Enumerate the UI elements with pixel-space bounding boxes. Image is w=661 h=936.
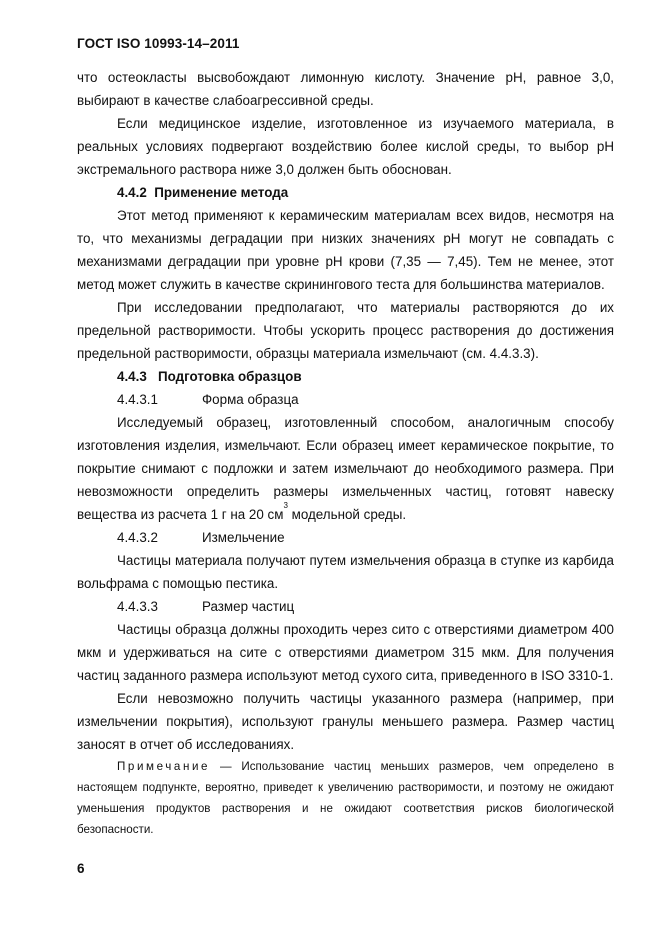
subsection-number: 4.4.3.3 [117, 599, 158, 614]
section-heading-4-4-3 [77, 365, 614, 388]
note-text: — Использование частиц меньших размеров, чем определено в настоящем подпункте, вероятно, приведет к увеличению растворимости, и поэтому не ожидают уменьшения продуктов растворения и не ожидают соответствия рисков биологической безопасности. [77, 760, 614, 836]
subsection-number: 4.4.3.2 [117, 530, 158, 545]
section-number: 4.4.2 [117, 185, 147, 200]
section-title: Применение метода [154, 185, 289, 200]
section-number: 4.4.3 [117, 369, 147, 384]
note-block [77, 756, 614, 840]
subsection-title: Форма образца [202, 392, 299, 407]
paragraph-solubility: При исследовании предполагают, что материалы растворяются до их предельной растворимости. Чтобы ускорить процесс растворения до достижения предельной растворимости, образцы материала измельчают (см. 4.4.3.3). [77, 300, 614, 361]
superscript-exponent: 3 [283, 501, 288, 510]
paragraph-method-application: Этот метод применяют к керамическим материалам всех видов, несмотря на то, что механизмы деградации при низких значениях рН могут не совпадать с механизмами деградации при уровне рН крови (7,35 — 7,45). Тем не менее, этот метод может служить в качестве скринингового теста для большинства материалов. [77, 208, 614, 292]
section-title: Подготовка образцов [157, 369, 302, 384]
subsection-heading-4-4-3-3 [77, 595, 614, 618]
paragraph-grinding: Частицы материала получают путем измельчения образца в ступке из карбида вольфрама с помощью пестика. [77, 553, 614, 591]
paragraph-acidic-environment: Если медицинское изделие, изготовленное из изучаемого материала, в реальных условиях подвергают воздействию более кислой среды, то выбор рН экстремального раствора ниже 3,0 должен быть обоснован. [77, 116, 614, 177]
page-number: 6 [77, 861, 85, 876]
subsection-number: 4.4.3.1 [117, 392, 158, 407]
paragraph-particle-size: Частицы образца должны проходить через сито с отверстиями диаметром 400 мкм и удерживаться на сите с отверстиями диаметром 315 мкм. Для получения частиц заданного размера используют метод сухого сита, приведенного в ISO 3310-1. [77, 622, 614, 683]
section-heading-4-4-2 [77, 181, 614, 204]
subsection-title: Размер частиц [202, 599, 295, 614]
document-header: ГОСТ ISO 10993-14–2011 [77, 36, 240, 51]
paragraph-smaller-granules: Если невозможно получить частицы указанного размера (например, при измельчении покрытия), используют гранулы меньшего размера. Размер частиц заносят в отчет об исследованиях. [77, 691, 614, 752]
paragraph-ph-selection: что остеокласты высвобождают лимонную кислоту. Значение рН, равное 3,0, выбирают в качестве слабоагрессивной среды. [77, 70, 614, 108]
subsection-title: Измельчение [202, 530, 285, 545]
paragraph-text: Исследуемый образец, изготовленный способом, аналогичным способу изготовления изделия, измельчают. Если образец имеет керамическое покрытие, то покрытие снимают с подложки и затем измельчают до необходимого размера. При невозможности определить размеры измельченных частиц, готовят навеску вещества из расчета 1 г на 20 см [77, 415, 614, 522]
subsection-heading-4-4-3-2 [77, 526, 614, 549]
paragraph-text-end: модельной среды. [287, 507, 407, 522]
document-body [77, 66, 614, 840]
subsection-heading-4-4-3-1 [77, 388, 614, 411]
note-label: Примечание [117, 760, 211, 773]
paragraph-sample-form [77, 411, 614, 526]
